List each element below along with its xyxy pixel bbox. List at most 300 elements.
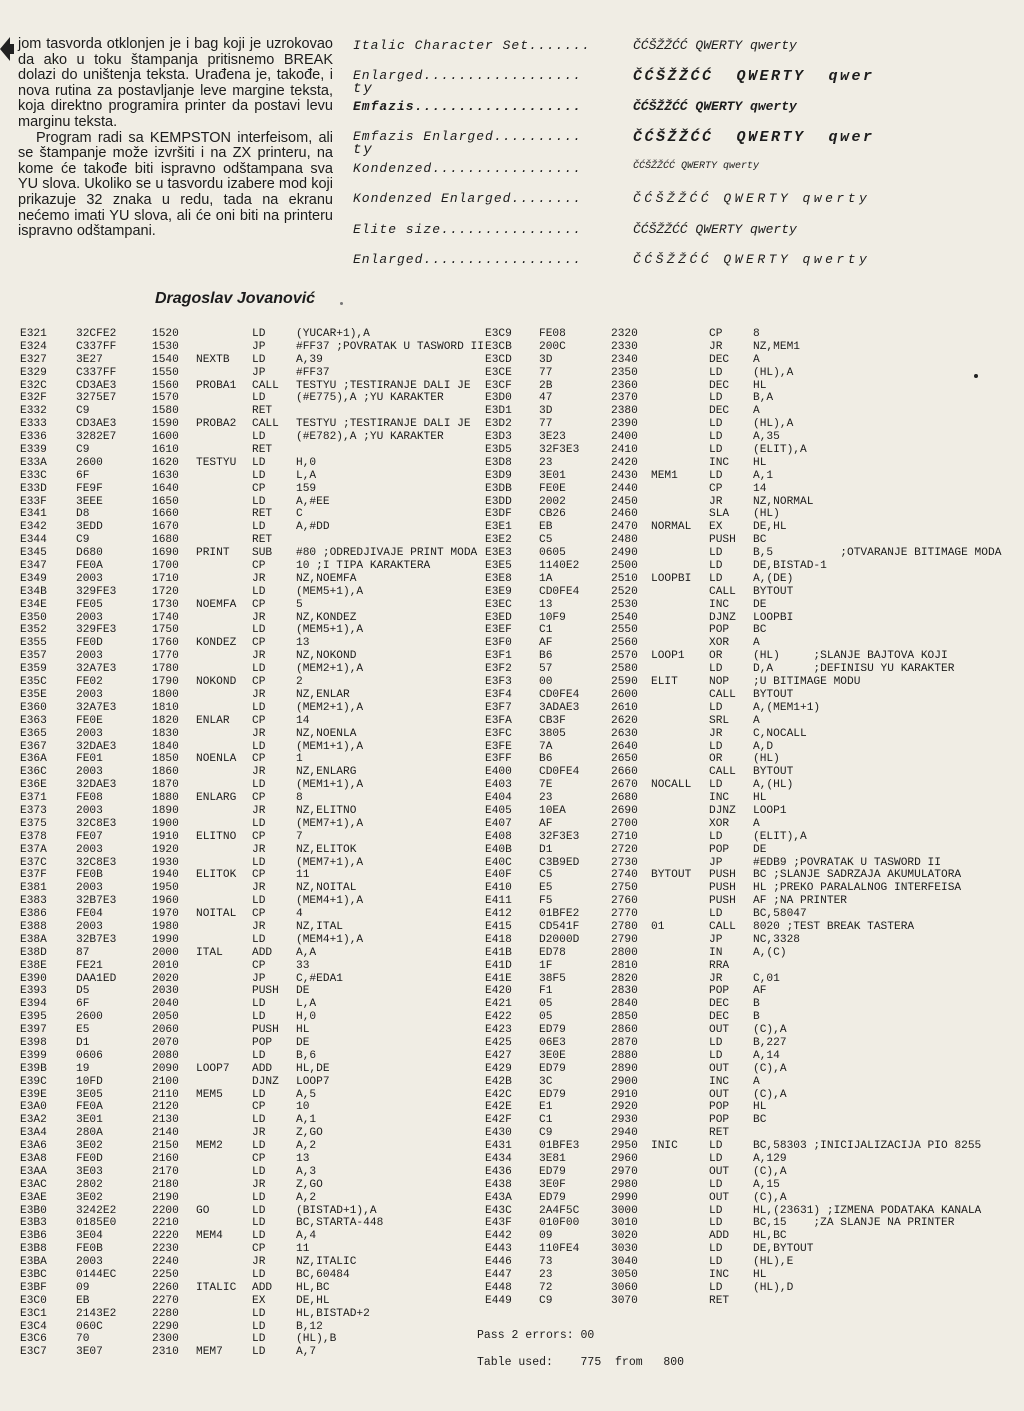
listing-operand xyxy=(296,405,484,418)
listing-mnemonic: EX xyxy=(252,1294,266,1307)
listing-operand: NZ,NOENLA xyxy=(296,727,357,740)
listing-address: E395 xyxy=(20,1011,47,1024)
listing-mnemonic: CALL xyxy=(252,418,279,431)
listing-hex: B6 xyxy=(539,650,553,663)
assembler-table-usage: Table used: 775 from 800 xyxy=(477,1356,685,1369)
listing-address: E443 xyxy=(485,1243,512,1256)
listing-line-number: 3050 xyxy=(611,1269,638,1282)
listing-line-number: 2210 xyxy=(152,1217,179,1230)
listing-row xyxy=(20,444,484,457)
listing-label xyxy=(651,882,709,895)
listing-hex: ED78 xyxy=(539,946,566,959)
listing-operand: (MEM1+1),A xyxy=(296,740,364,753)
listing-operand: TESTYU ;TESTIRANJE DALI JE xyxy=(296,379,471,392)
listing-label: MEM7 xyxy=(196,1346,223,1359)
listing-mnemonic: JR xyxy=(252,611,266,624)
listing-label xyxy=(196,1024,252,1037)
listing-label xyxy=(651,637,709,650)
listing-operand: #FF37 xyxy=(296,366,330,379)
listing-address: E373 xyxy=(20,804,47,817)
listing-operand: Z,GO xyxy=(296,1178,323,1191)
listing-address: E404 xyxy=(485,792,512,805)
listing-line-number: 2710 xyxy=(611,830,638,843)
listing-operand: A,129 xyxy=(753,1153,787,1165)
listing-mnemonic: LD xyxy=(709,392,723,405)
listing-line-number: 2720 xyxy=(611,843,638,856)
listing-line-number: 3060 xyxy=(611,1281,638,1294)
listing-label xyxy=(651,985,709,998)
listing-mnemonic: ADD xyxy=(252,1281,273,1294)
listing-address: E42C xyxy=(485,1088,512,1101)
listing-line-number: 2800 xyxy=(611,946,638,959)
listing-line-number: 2500 xyxy=(611,560,638,573)
listing-line-number: 2580 xyxy=(611,663,638,676)
listing-hex: CD0FE4 xyxy=(539,688,580,701)
listing-row xyxy=(20,818,484,831)
listing-operand: A,D xyxy=(753,740,774,753)
listing-operand: (MEM5+1),A xyxy=(296,585,364,598)
listing-mnemonic: JR xyxy=(252,920,266,933)
listing-label xyxy=(196,1256,252,1269)
listing-operand: #EDB9 ;POVRATAK U TASWORD II xyxy=(753,856,941,869)
listing-hex: 329FE3 xyxy=(76,585,117,598)
listing-row xyxy=(20,728,484,741)
listing-operand: NZ,ENLAR xyxy=(296,688,350,701)
listing-mnemonic: RET xyxy=(252,405,273,418)
listing-operand: B,A xyxy=(753,392,774,405)
listing-label: NOKOND xyxy=(196,676,237,689)
listing-line-number: 2650 xyxy=(611,753,638,766)
listing-address: E420 xyxy=(485,985,512,998)
listing-address: E37F xyxy=(20,869,47,882)
listing-row xyxy=(20,1243,484,1256)
listing-address: E43F xyxy=(485,1217,512,1230)
listing-line-number: 1530 xyxy=(152,340,179,353)
listing-address: E3E9 xyxy=(485,585,512,598)
listing-line-number: 2000 xyxy=(152,946,179,959)
listing-hex: CB3F xyxy=(539,714,566,727)
listing-row xyxy=(20,985,484,998)
listing-mnemonic: LD xyxy=(252,328,266,340)
print-mode-label: Kondenzed................. xyxy=(353,161,582,176)
listing-row xyxy=(20,1037,484,1050)
listing-line-number: 1690 xyxy=(152,547,179,560)
listing-address: E36A xyxy=(20,753,47,766)
listing-line-number: 2140 xyxy=(152,1127,179,1140)
listing-mnemonic: DEC xyxy=(709,998,730,1011)
listing-row xyxy=(20,418,484,431)
listing-label: ELITOK xyxy=(196,869,237,882)
listing-line-number: 2840 xyxy=(611,998,638,1011)
article-paragraph: Program radi sa KEMPSTON interfeisom, ali se štampanje može izvršiti i na ZX printeru, na kome će takođe biti ispravno odštampana sva YU slova. Ukoliko se u tasvordu izabere mod koji prikazuje 32 znaka u redu, tada na ekranu nećemo imati YU slova, ali će oni biti na printeru ispravno odštampani. xyxy=(18,129,333,240)
listing-row xyxy=(20,844,484,857)
listing-address: E3DF xyxy=(485,508,512,521)
listing-mnemonic: JR xyxy=(252,766,266,779)
listing-row xyxy=(20,753,484,766)
listing-hex: 3E27 xyxy=(76,353,103,366)
listing-hex: 2003 xyxy=(76,766,103,779)
listing-line-number: 2550 xyxy=(611,624,638,637)
listing-operand: (YUCAR+1),A xyxy=(296,328,370,340)
listing-label: ELITNO xyxy=(196,830,237,843)
listing-operand: DE xyxy=(296,985,310,998)
listing-operand: AF ;NA PRINTER xyxy=(753,895,847,908)
listing-address: E33D xyxy=(20,482,47,495)
listing-mnemonic: JR xyxy=(252,843,266,856)
listing-operand: 8020 ;TEST BREAK TASTERA xyxy=(753,920,915,933)
listing-mnemonic: LD xyxy=(252,469,266,482)
listing-hex: 47 xyxy=(539,392,553,405)
listing-label xyxy=(196,573,252,586)
listing-operand: ;U BITIMAGE MODU xyxy=(753,676,861,689)
listing-label xyxy=(651,354,709,367)
print-sample-row xyxy=(353,222,1018,252)
listing-line-number: 1830 xyxy=(152,727,179,740)
listing-operand: A,#EE xyxy=(296,495,330,508)
listing-line-number: 2330 xyxy=(611,340,638,353)
listing-address: E32F xyxy=(20,392,47,405)
listing-row xyxy=(20,1217,484,1230)
listing-row xyxy=(20,470,484,483)
listing-line-number: 3010 xyxy=(611,1217,638,1230)
listing-row xyxy=(20,1153,484,1166)
listing-operand: 14 xyxy=(296,714,310,727)
listing-line-number: 2320 xyxy=(611,328,638,340)
listing-operand: 8 xyxy=(753,328,760,340)
listing-hex: 110FE4 xyxy=(539,1243,580,1256)
listing-row xyxy=(20,715,484,728)
listing-label xyxy=(651,818,709,831)
listing-label xyxy=(196,1050,252,1063)
listing-hex: 3E03 xyxy=(76,1165,103,1178)
listing-hex: C9 xyxy=(76,405,90,418)
listing-line-number: 2700 xyxy=(611,817,638,830)
listing-label xyxy=(651,1269,709,1282)
listing-address: E37A xyxy=(20,843,47,856)
listing-address: E37C xyxy=(20,856,47,869)
listing-address: E3A0 xyxy=(20,1101,47,1114)
listing-address: E3D5 xyxy=(485,444,512,457)
listing-address: E397 xyxy=(20,1024,47,1037)
listing-hex: D2000D xyxy=(539,933,580,946)
listing-hex: CD0FE4 xyxy=(539,585,580,598)
listing-address: E3BC xyxy=(20,1269,47,1282)
listing-line-number: 2670 xyxy=(611,779,638,792)
listing-line-number: 2230 xyxy=(152,1243,179,1256)
listing-row xyxy=(20,1205,484,1218)
listing-hex: D680 xyxy=(76,547,103,560)
listing-row xyxy=(485,1282,1001,1295)
listing-hex: F1 xyxy=(539,985,553,998)
listing-line-number: 1800 xyxy=(152,688,179,701)
listing-row xyxy=(485,947,1001,960)
listing-row xyxy=(20,1321,484,1334)
listing-mnemonic: LD xyxy=(252,1320,266,1333)
listing-line-number: 2290 xyxy=(152,1320,179,1333)
listing-mnemonic: CP xyxy=(252,830,266,843)
listing-address: E429 xyxy=(485,1062,512,1075)
listing-mnemonic: LD xyxy=(709,444,723,457)
listing-line-number: 2990 xyxy=(611,1191,638,1204)
listing-row xyxy=(20,573,484,586)
listing-operand: (MEM7+1),A xyxy=(296,856,364,869)
listing-mnemonic: CP xyxy=(252,598,266,611)
listing-line-number: 1630 xyxy=(152,469,179,482)
listing-mnemonic: JP xyxy=(252,366,266,379)
listing-address: E39E xyxy=(20,1088,47,1101)
listing-mnemonic: LD xyxy=(252,1307,266,1320)
listing-line-number: 1610 xyxy=(152,444,179,457)
listing-hex: D5 xyxy=(76,985,90,998)
listing-address: E38A xyxy=(20,933,47,946)
continuation-arrow-icon xyxy=(0,36,14,62)
listing-label xyxy=(651,534,709,547)
listing-line-number: 2340 xyxy=(611,353,638,366)
listing-mnemonic: LD xyxy=(252,998,266,1011)
listing-address: E3B3 xyxy=(20,1217,47,1230)
listing-operand: (MEM1+1),A xyxy=(296,779,364,792)
listing-mnemonic: JR xyxy=(709,340,723,353)
listing-line-number: 2790 xyxy=(611,933,638,946)
listing-mnemonic: NOP xyxy=(709,676,730,689)
listing-label xyxy=(196,392,252,405)
listing-operand: NZ,ELITOK xyxy=(296,843,357,856)
listing-hex: 3EEE xyxy=(76,495,103,508)
listing-mnemonic: LD xyxy=(709,663,723,676)
listing-line-number: 1970 xyxy=(152,908,179,921)
listing-hex: FE0D xyxy=(76,1153,103,1165)
listing-mnemonic: INC xyxy=(709,598,730,611)
listing-hex: 73 xyxy=(539,1256,553,1269)
listing-hex: C3B9ED xyxy=(539,856,580,869)
listing-mnemonic: SRL xyxy=(709,714,730,727)
listing-line-number: 1670 xyxy=(152,521,179,534)
listing-address: E3F1 xyxy=(485,650,512,663)
listing-address: E3E8 xyxy=(485,572,512,585)
listing-label xyxy=(651,1192,709,1205)
listing-line-number: 2190 xyxy=(152,1191,179,1204)
listing-address: E336 xyxy=(20,431,47,444)
listing-hex: E5 xyxy=(539,882,553,895)
listing-line-number: 1700 xyxy=(152,560,179,573)
listing-line-number: 2830 xyxy=(611,985,638,998)
listing-line-number: 3030 xyxy=(611,1243,638,1256)
listing-operand: 10 ;I TIPA KARAKTERA xyxy=(296,560,431,573)
assembler-pass-status: Pass 2 errors: 00 xyxy=(477,1329,595,1342)
listing-hex: EB xyxy=(76,1294,90,1307)
listing-label xyxy=(196,1321,252,1334)
listing-row xyxy=(485,1205,1001,1218)
listing-operand: 8 xyxy=(296,792,303,805)
listing-label xyxy=(196,534,252,547)
listing-row xyxy=(485,1127,1001,1140)
listing-address: E3CD xyxy=(485,353,512,366)
listing-operand: NZ,ELITNO xyxy=(296,804,357,817)
listing-row xyxy=(20,1076,484,1089)
listing-address: E3E5 xyxy=(485,560,512,573)
listing-label: NOCALL xyxy=(651,779,692,792)
listing-line-number: 1850 xyxy=(152,753,179,766)
listing-row xyxy=(20,392,484,405)
listing-hex: 2600 xyxy=(76,456,103,469)
print-mode-demo: ČĆŠŽŽĆĆ QWERTY qwerty xyxy=(633,222,797,237)
listing-mnemonic: LD xyxy=(252,392,266,405)
listing-label xyxy=(196,612,252,625)
listing-line-number: 1960 xyxy=(152,895,179,908)
listing-line-number: 2410 xyxy=(611,444,638,457)
listing-operand: (MEM5+1),A xyxy=(296,624,364,637)
listing-mnemonic: LD xyxy=(252,456,266,469)
listing-hex: 1140E2 xyxy=(539,560,580,573)
listing-row xyxy=(485,715,1001,728)
listing-hex: FE04 xyxy=(76,908,103,921)
listing-address: E341 xyxy=(20,508,47,521)
listing-label xyxy=(651,728,709,741)
listing-label xyxy=(196,805,252,818)
listing-hex: 3E0E xyxy=(539,1049,566,1062)
listing-address: E3CB xyxy=(485,340,512,353)
listing-mnemonic: JP xyxy=(252,340,266,353)
listing-mnemonic: LD xyxy=(252,624,266,637)
listing-line-number: 2380 xyxy=(611,405,638,418)
listing-label xyxy=(196,1217,252,1230)
listing-line-number: 2750 xyxy=(611,882,638,895)
listing-operand: BYTOUT xyxy=(753,766,794,779)
listing-mnemonic: LD xyxy=(252,1217,266,1230)
listing-mnemonic: LD xyxy=(252,521,266,534)
listing-operand: TESTYU ;TESTIRANJE DALI JE xyxy=(296,418,471,431)
listing-row xyxy=(485,831,1001,844)
listing-label xyxy=(196,844,252,857)
listing-line-number: 2400 xyxy=(611,431,638,444)
listing-line-number: 1640 xyxy=(152,482,179,495)
listing-address: E407 xyxy=(485,817,512,830)
listing-label xyxy=(196,779,252,792)
listing-label: LOOP1 xyxy=(651,650,685,663)
listing-label xyxy=(651,934,709,947)
listing-operand: 11 xyxy=(296,1243,310,1256)
article-paragraph: jom tasvorda otklonjen je i bag koji je uzrokovao da ako u toku štampanja pritisnemo BREAK dolazi do uništenja teksta. Urađena je, takođe, i nova rutina za postavljanje leve margine teksta, koja direktno programira printer da postavi levu marginu teksta. xyxy=(18,36,333,130)
listing-mnemonic: CP xyxy=(252,560,266,573)
listing-address: E442 xyxy=(485,1230,512,1243)
listing-address: E3B6 xyxy=(20,1230,47,1243)
listing-row xyxy=(20,586,484,599)
listing-label xyxy=(651,405,709,418)
listing-operand xyxy=(296,444,484,457)
listing-label xyxy=(651,444,709,457)
listing-hex: 72 xyxy=(539,1281,553,1294)
listing-hex: 2143E2 xyxy=(76,1307,117,1320)
listing-operand: (HL),A xyxy=(753,418,794,431)
listing-row xyxy=(485,1230,1001,1243)
listing-label xyxy=(196,1192,252,1205)
listing-hex: 280A xyxy=(76,1127,103,1140)
listing-line-number: 2490 xyxy=(611,547,638,560)
listing-line-number: 2150 xyxy=(152,1140,179,1153)
listing-operand: DE,BYTOUT xyxy=(753,1243,814,1256)
listing-line-number: 2480 xyxy=(611,534,638,547)
listing-line-number: 1590 xyxy=(152,418,179,431)
listing-address: E421 xyxy=(485,998,512,1011)
listing-mnemonic: JR xyxy=(252,1127,266,1140)
listing-label xyxy=(196,985,252,998)
listing-row xyxy=(20,1166,484,1179)
listing-operand: 7 xyxy=(296,830,303,843)
listing-hex: 13 xyxy=(539,598,553,611)
listing-address: E34E xyxy=(20,598,47,611)
listing-hex: 32CFE2 xyxy=(76,328,117,340)
listing-operand: DE,HL xyxy=(753,521,787,534)
listing-mnemonic: CP xyxy=(252,714,266,727)
listing-mnemonic: LD xyxy=(709,1153,723,1165)
listing-mnemonic: LD xyxy=(709,740,723,753)
listing-hex: EB xyxy=(539,521,553,534)
listing-row xyxy=(485,380,1001,393)
listing-mnemonic: CALL xyxy=(252,379,279,392)
listing-hex: 329FE3 xyxy=(76,624,117,637)
listing-address: E411 xyxy=(485,895,512,908)
listing-row xyxy=(20,998,484,1011)
listing-row xyxy=(20,805,484,818)
print-mode-demo: ČĆŠŽŽĆĆ QWERTY qwerty xyxy=(633,99,797,114)
listing-hex: 3E23 xyxy=(539,431,566,444)
listing-operand: (MEM2+1),A xyxy=(296,663,364,676)
listing-operand: BC xyxy=(753,624,767,637)
listing-line-number: 2310 xyxy=(152,1346,179,1359)
listing-line-number: 1980 xyxy=(152,920,179,933)
listing-mnemonic: LD xyxy=(252,431,266,444)
listing-row xyxy=(485,637,1001,650)
listing-operand: BC ;SLANJE SADRZAJA AKUMULATORA xyxy=(753,869,962,882)
listing-line-number: 2470 xyxy=(611,521,638,534)
listing-line-number: 2220 xyxy=(152,1230,179,1243)
listing-label xyxy=(196,1333,252,1346)
listing-address: E321 xyxy=(20,328,47,340)
listing-row xyxy=(485,960,1001,973)
listing-address: E33A xyxy=(20,456,47,469)
listing-mnemonic: POP xyxy=(709,624,730,637)
listing-label xyxy=(651,1024,709,1037)
listing-operand: (HL) ;SLANJE BAJTOVA KOJI xyxy=(753,650,948,663)
listing-mnemonic: LD xyxy=(252,701,266,714)
author-name: Dragoslav Jovanović xyxy=(155,290,316,307)
listing-hex: 2002 xyxy=(539,495,566,508)
listing-mnemonic: JR xyxy=(709,495,723,508)
listing-row xyxy=(20,547,484,560)
listing-operand: (#E775),A ;YU KARAKTER xyxy=(296,392,444,405)
listing-hex: 09 xyxy=(76,1281,90,1294)
listing-label xyxy=(196,1114,252,1127)
listing-mnemonic: DJNZ xyxy=(709,611,736,624)
listing-label xyxy=(196,1101,252,1114)
listing-address: E344 xyxy=(20,534,47,547)
listing-line-number: 1770 xyxy=(152,650,179,663)
listing-operand: A xyxy=(753,353,760,366)
listing-hex: FE0B xyxy=(76,869,103,882)
print-mode-label: Kondenzed Enlarged........ xyxy=(353,191,582,206)
listing-address: E327 xyxy=(20,353,47,366)
listing-mnemonic: LD xyxy=(709,1140,723,1153)
listing-operand: HL xyxy=(753,379,767,392)
listing-operand xyxy=(753,1295,1001,1308)
listing-operand: BC xyxy=(753,1114,767,1127)
listing-line-number: 1720 xyxy=(152,585,179,598)
listing-address: E405 xyxy=(485,804,512,817)
listing-mnemonic: OUT xyxy=(709,1191,730,1204)
listing-operand: (HL),E xyxy=(753,1256,794,1269)
listing-mnemonic: LD xyxy=(252,740,266,753)
listing-mnemonic: CP xyxy=(252,676,266,689)
